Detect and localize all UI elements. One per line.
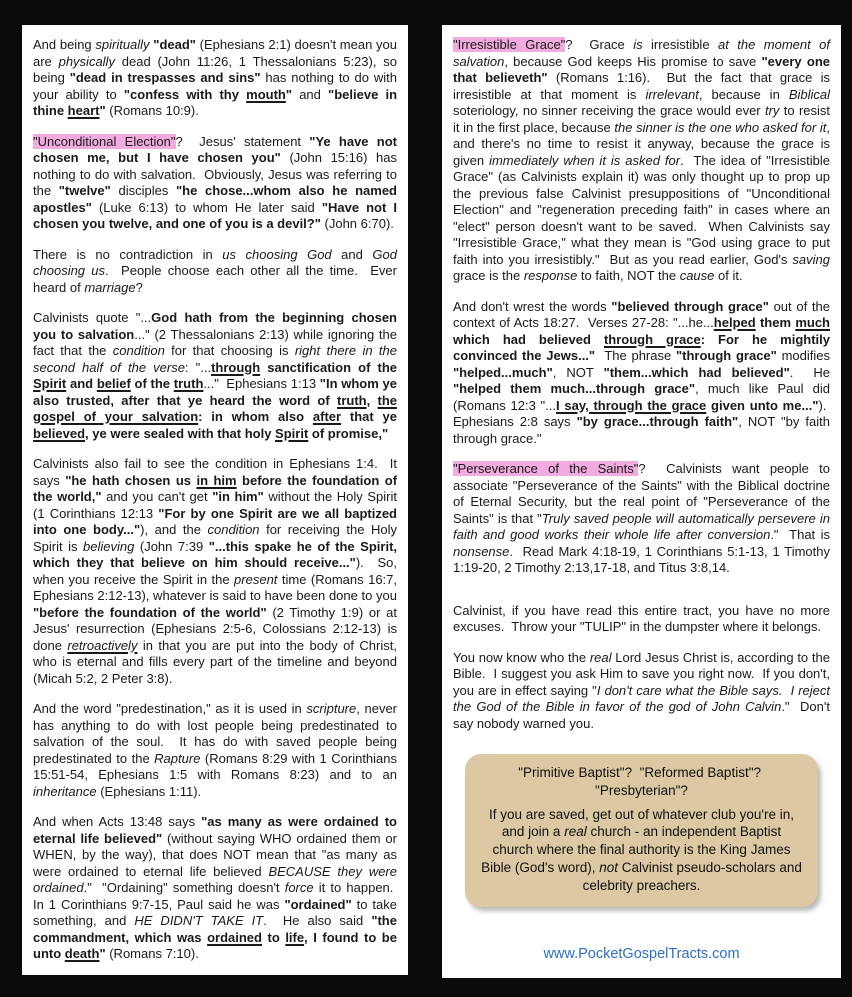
- text-run: in that you are put into the body of Christ, who is eternal and fills every part of the timeline and beyond (Micah 5:2, 2 Peter 3:8).: [33, 637, 397, 686]
- text-run: ": [99, 946, 106, 961]
- text-run: for receiving the Holy Spirit is: [33, 522, 397, 554]
- text-run: has nothing to do with your ability to: [33, 70, 398, 102]
- text-run: in him: [196, 472, 237, 488]
- right-page-paragraphs: [453, 37, 830, 732]
- denominations-box: [465, 754, 818, 907]
- text-run: "For by one Spirit are we all baptized into one body...": [33, 505, 397, 537]
- text-run: ? Calvinists want people to associate "Perseverance of the Saints" with the Biblical doctrine of Eternal Security, but the real point of "Perseverance of the Saints" is that ": [453, 461, 830, 526]
- text-run: dead (John 11:26, 1 Thessalonians 5:23), so being: [33, 53, 397, 85]
- text-run: after: [312, 409, 342, 424]
- text-run: right there in the second half of the verse: [33, 343, 398, 375]
- text-run: is: [633, 37, 643, 52]
- text-run: helped: [713, 315, 756, 330]
- text-run: "Ye have not chosen me, but I have chosen you": [33, 133, 397, 165]
- text-run: ..." (2 Thessalonians 2:13) while ignoring the fact that the: [33, 326, 397, 358]
- text-run: "helped...much": [453, 364, 553, 380]
- text-run: . He: [789, 364, 830, 380]
- text-run: . People choose each other all the time. Ever heard of: [33, 263, 397, 295]
- text-run: try: [764, 103, 780, 118]
- text-run: (John 6:70).: [320, 216, 394, 231]
- text-run: "by grace...through faith": [576, 414, 739, 429]
- text-run: of promise,": [308, 425, 389, 441]
- text-run: and: [66, 376, 97, 391]
- text-run: "every one that believeth": [453, 53, 831, 85]
- text-run: Calvinist pseudo-scholars and celebrity preachers.: [582, 860, 802, 893]
- text-run: out of the context of Acts 18:27. Verses 27-28: "...he...: [453, 298, 830, 330]
- text-run: response: [523, 268, 578, 283]
- text-run: (Romans 7:10).: [105, 946, 199, 961]
- paragraph: [33, 814, 397, 963]
- paragraph: [453, 650, 830, 733]
- text-run: ), and the: [140, 522, 208, 537]
- text-run: "Irresistible Grace": [453, 37, 566, 52]
- text-run: to take something, and: [33, 896, 398, 928]
- paragraph: [33, 134, 397, 233]
- text-run: ? Jesus' statement: [175, 133, 310, 149]
- text-run: it to happen. In 1 Corinthians 9:7-15, Paul said he was: [33, 880, 398, 912]
- text-run: The phrase: [595, 348, 676, 363]
- text-run: condition: [207, 522, 260, 537]
- text-run: (Romans 10:9).: [105, 103, 199, 118]
- text-run: ." Don't say nobody warned you.: [453, 699, 830, 731]
- text-run: "Perseverance of the Saints": [453, 461, 639, 476]
- text-run: "he hath chosen us: [65, 472, 197, 488]
- text-run: us choosing God: [222, 246, 332, 262]
- text-run: Calvinists also fail to see the condition in Ephesians 1:4. It says: [33, 456, 397, 488]
- text-run: And being: [33, 37, 96, 52]
- text-run: Rapture: [154, 750, 201, 766]
- text-run: And when Acts 13:48 says: [33, 814, 202, 829]
- text-run: ,: [366, 392, 378, 408]
- text-run: believed: [33, 425, 86, 441]
- text-run: Spirit: [275, 425, 309, 441]
- text-run: the gospel of your salvation: [33, 392, 397, 424]
- text-run: through: [211, 359, 261, 375]
- text-run: (Romans 8:29 with 1 Corinthians 15:51-54, Ephesians 1:5 with Romans 8:23) and to an: [33, 750, 398, 782]
- text-run: soteriology, no sinner receiving the grace would ever: [453, 103, 765, 118]
- paragraph: [33, 247, 397, 297]
- text-run: given unto me...": [706, 397, 819, 413]
- text-run: "Have not I chosen you twelve, and one of you is a devil?": [33, 199, 397, 231]
- text-run: (Ephesians 2:1) doesn't mean you are: [33, 37, 397, 69]
- text-run: God choosing us: [33, 246, 397, 278]
- text-run: spiritually: [95, 37, 150, 52]
- tract-left-page: [22, 25, 408, 975]
- text-run: grace is the: [453, 268, 524, 283]
- text-run: ": [285, 86, 293, 102]
- text-run: time (Romans 16:7, Ephesians 2:12-13), whatever is said to have been done to you: [33, 571, 398, 603]
- text-run: real: [564, 824, 587, 840]
- text-run: "them...which had believed": [603, 364, 790, 380]
- text-run: believing: [83, 538, 135, 554]
- text-run: Lord Jesus Christ is, according to the Bible. I suggest you ask Him to save you right now. If you don't, you are in effect saying ": [453, 649, 830, 698]
- text-run: BECAUSE they were ordained: [33, 863, 397, 895]
- text-run: Spirit: [33, 376, 67, 391]
- text-run: "helped them much...through grace": [453, 381, 696, 396]
- text-run: And don't wrest the words: [453, 298, 612, 314]
- text-run: "confess with thy: [123, 86, 247, 102]
- text-run: much: [795, 315, 830, 330]
- text-run: force: [284, 880, 314, 895]
- text-run: scripture: [306, 701, 357, 716]
- text-run: retroactively: [67, 637, 138, 653]
- paragraph: [453, 37, 830, 285]
- text-run: through grace: [603, 331, 701, 347]
- text-run: , NOT: [552, 364, 604, 380]
- text-run: (without saying WHO ordained them or WHEN, by the way), that does NOT mean that "as many as were ordained to eternal life believed: [33, 830, 397, 879]
- text-run: "In whom ye also trusted, after that ye heard the word of: [33, 376, 397, 408]
- text-run: to faith, NOT the: [577, 268, 680, 283]
- text-run: heart: [67, 103, 100, 118]
- text-run: I don't care what the Bible says. I reject the God of the Bible in favor of the god of John Calvin: [453, 682, 831, 714]
- text-run: . The idea of "Irresistible Grace" (as Calvinists explain it) was only thought up to prop up the previous false Calvinist presuppositions of "Unconditional Election" and "regeneration preceding faith" in cases where an "elect" person doesn't want to be saved. When Calvinists say "Irresistible Grace," what they mean is "God using grace to put faith into you irresistibly." But as you read earlier, God's: [453, 152, 830, 267]
- text-run: ": [99, 103, 106, 118]
- text-run: (Luke 6:13) to whom He later said: [91, 199, 322, 215]
- text-run: , because in: [698, 86, 789, 102]
- denominations-box-heading: [481, 764, 802, 800]
- text-run: You now know who the: [453, 649, 590, 665]
- text-run: "ordained": [284, 896, 352, 912]
- denominations-box-body: [481, 806, 802, 895]
- text-run: not: [599, 860, 619, 876]
- text-run: marriage: [84, 279, 136, 295]
- text-run: at the moment of salvation: [453, 37, 830, 69]
- text-run: , ye were sealed with that holy: [85, 425, 276, 441]
- text-run: ." "Ordaining" something doesn't: [83, 880, 285, 895]
- text-run: (Ephesians 1:11).: [96, 783, 202, 799]
- text-run: , much like Paul did (Romans 12:3 "...: [453, 381, 830, 413]
- text-run: sanctification of the: [260, 359, 397, 375]
- text-run: disciples: [110, 183, 176, 198]
- text-run: (John 7:39: [134, 538, 209, 554]
- paragraph: [33, 701, 397, 800]
- paragraph: [33, 37, 397, 120]
- text-run: which had believed: [453, 331, 604, 347]
- text-run: them: [755, 315, 796, 330]
- text-run: irrelevant: [645, 86, 699, 102]
- text-run: truth: [336, 392, 367, 408]
- paragraph: [453, 603, 830, 636]
- text-run: belief: [96, 376, 131, 391]
- text-run: I say, through the grace: [556, 397, 707, 413]
- paragraph: [453, 461, 830, 577]
- text-run: mouth: [246, 86, 286, 102]
- text-run: God hath from the beginning chosen you to salvation: [33, 310, 397, 342]
- text-run: inheritance: [33, 783, 97, 799]
- text-run: Calvinist, if you have read this entire tract, you have no more excuses. Throw your "TULIP" in the dumpster where it belongs.: [453, 602, 830, 634]
- text-run: (John 15:16) has nothing to do with salvation. Obviously, Jesus was referring to the: [33, 150, 397, 198]
- text-run: : "...: [184, 359, 212, 375]
- text-run: irresistible: [642, 37, 718, 52]
- website-link[interactable]: www.PocketGospelTracts.com: [543, 945, 740, 962]
- text-run: "as many as were ordained to eternal life believed": [33, 814, 397, 846]
- text-run: saving: [792, 251, 830, 267]
- text-run: Calvinists quote "...: [33, 310, 152, 325]
- tract-right-page: [442, 25, 841, 978]
- text-run: of the: [130, 376, 174, 391]
- paragraph: [33, 310, 397, 442]
- text-run: . Read Mark 4:18-19, 1 Corinthians 5:1-13, 1 Timothy 1:19-20, 2 Timothy 2:13,17-18, and Titus 3:8,14.: [453, 543, 830, 575]
- text-run: (2 Timothy 1:9) or at Jesus' resurrection (Ephesians 2:5-6, Colossians 2:12-13) is done: [33, 604, 398, 653]
- text-run: Truly saved people will automatically persevere in faith and good works their whole life after conversion: [453, 510, 830, 542]
- text-run: , because God keeps His promise to save: [504, 53, 762, 69]
- text-run: without the Holy Spirit (1 Corinthians 12:13: [33, 489, 397, 521]
- text-run: , and there's no time to resist it anyway, because the grace is given: [453, 119, 830, 168]
- text-run: nonsense: [453, 543, 510, 559]
- text-run: death: [64, 946, 100, 961]
- text-run: ? Grace: [565, 37, 634, 52]
- text-run: "...this spake he of the Spirit, which they that believe on him should receive...": [33, 538, 398, 570]
- text-run: "twelve": [58, 183, 111, 198]
- text-run: and: [292, 86, 329, 102]
- text-run: life: [285, 929, 305, 945]
- text-run: immediately when it is asked for: [489, 152, 681, 168]
- text-run: of it.: [714, 268, 743, 283]
- text-run: cause: [679, 268, 715, 283]
- text-run: ). So, when you receive the Spirit in the: [33, 555, 397, 587]
- text-run: : in whom also: [198, 409, 313, 424]
- text-run: "believed through grace": [611, 298, 769, 314]
- text-run: ?: [135, 279, 143, 295]
- text-run: "in him": [212, 489, 264, 504]
- text-run: for that choosing is: [164, 343, 295, 358]
- text-run: "believe in thine: [33, 86, 398, 118]
- text-run: (Romans 1:16). But the fact that grace is irresistible at that moment is: [453, 70, 830, 102]
- text-run: and you can't get: [101, 489, 213, 504]
- text-run: "dead in trespasses and sins": [69, 70, 261, 85]
- text-run: Biblical: [788, 86, 830, 102]
- text-run: There is no contradiction in: [33, 246, 223, 262]
- text-run: to: [261, 929, 286, 945]
- text-run: to resist it in the first place, because: [453, 103, 830, 135]
- text-run: condition: [112, 343, 165, 358]
- text-run: "Unconditional Election": [33, 133, 176, 149]
- text-run: , I found to be unto: [33, 929, 397, 961]
- text-run: "he chose...whom also he named apostles": [33, 183, 397, 215]
- text-run: that ye: [341, 409, 398, 424]
- text-run: "the commandment, which was: [33, 913, 397, 945]
- text-run: present: [234, 571, 278, 587]
- text-run: modifies: [776, 348, 830, 363]
- text-run: ). Ephesians 2:8 says: [453, 397, 831, 429]
- text-run: ordained: [207, 929, 262, 945]
- text-run: And the word "predestination," as it is used in: [33, 701, 307, 716]
- text-run: physically: [58, 53, 115, 69]
- text-run: "before the foundation of the world": [33, 604, 267, 620]
- text-run: "Primitive Baptist"? "Reformed Baptist"? "Presbyterian"?: [518, 765, 765, 798]
- text-run: "through grace": [675, 348, 777, 363]
- text-run: ..." Ephesians 1:13: [203, 376, 320, 391]
- text-run: : For he mightily convinced the Jews...": [453, 331, 830, 363]
- text-run: and: [331, 246, 373, 262]
- paragraph: [33, 456, 397, 687]
- text-run: real: [589, 649, 612, 665]
- text-run: church - an independent Baptist church where the final authority is the King James Bible (God's word),: [481, 824, 791, 876]
- text-run: before the foundation of the world,": [33, 472, 398, 504]
- text-run: ." That is: [770, 527, 830, 542]
- text-run: , never has anything to do with lost people being predestinated to salvation of the soul. It has do with saved people being predestinated to the: [33, 701, 397, 766]
- paragraph: [453, 299, 830, 448]
- text-run: HE DIDN'T TAKE IT: [134, 913, 264, 928]
- text-run: If you are saved, get out of whatever club you're in, and join a: [488, 806, 794, 840]
- text-run: truth: [173, 376, 204, 391]
- text-run: the sinner is the one who asked for it: [614, 119, 827, 135]
- text-run: . He also said: [263, 913, 372, 928]
- text-run: , NOT "by faith through grace.": [453, 414, 830, 446]
- text-run: "dead": [153, 37, 196, 52]
